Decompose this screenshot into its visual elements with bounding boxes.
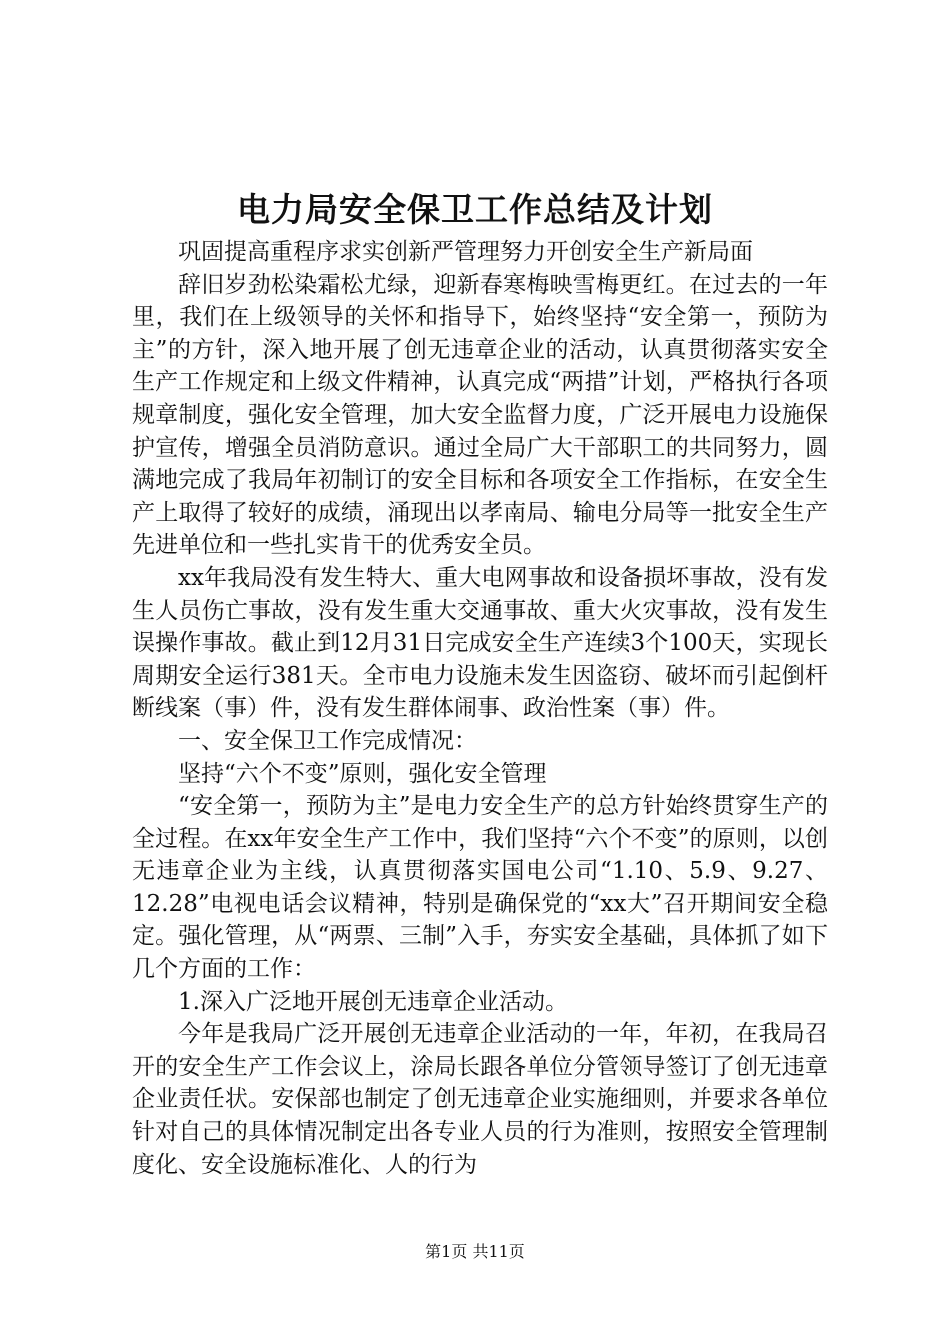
paragraph: 辞旧岁劲松染霜松尤绿，迎新春寒梅映雪梅更红。在过去的一年里，我们在上级领导的关怀和指导下，始终坚持“安全第一，预防为主”的方针，深入地开展了创无违章企业的活动，认真贯彻落实安全生产工作规定和上级文件精神，认真完成“两措”计划，严格执行各项规章制度，强化安全管理，加大安全监督力度，广泛开展电力设施保护宣传，增强全员消防意识。通过全局广大干部职工的共同努力，圆满地完成了我局年初制订的安全目标和各项安全工作指标，在安全生产上取得了较好的成绩，涌现出以孝南局、输电分局等一批安全生产先进单位和一些扎实肯干的优秀安全员。 xyxy=(132,271,828,559)
page-number-footer: 第1页 共11页 xyxy=(425,1242,525,1261)
document-title: 电力局安全保卫工作总结及计划 xyxy=(237,190,713,229)
document-body xyxy=(132,236,828,1181)
paragraph: 今年是我局广泛开展创无违章企业活动的一年，年初，在我局召开的安全生产工作会议上，涂局长跟各单位分管领导签订了创无违章企业责任状。安保部也制定了创无违章企业实施细则，并要求各单位针对自己的具体情况制定出各专业人员的行为准则，按照安全管理制度化、安全设施标准化、人的行为 xyxy=(132,1021,828,1178)
paragraph: xx年我局没有发生特大、重大电网事故和设备损坏事故，没有发生人员伤亡事故，没有发生重大交通事故、重大火灾事故，没有发生误操作事故。截止到12月31日完成安全生产连续3个100天，实现长周期安全运行381天。全市电力设施未发生因盗窃、破坏而引起倒杆断线案（事）件，没有发生群体闹事、政治性案（事）件。 xyxy=(132,564,828,722)
section-heading: 一、安全保卫工作完成情况： xyxy=(178,727,477,754)
paragraph: 巩固提高重程序求实创新严管理努力开创安全生产新局面 xyxy=(178,239,753,265)
paragraph: “安全第一，预防为主”是电力安全生产的总方针始终贯穿生产的全过程。在xx年安全生产工作中，我们坚持“六个不变”的原则，以创无违章企业为主线，认真贯彻落实国电公司“1.10、5.9、9.27、12.28”电视电话会议精神，特别是确保党的“xx大”召开期间安全稳定。强化管理，从“两票、三制”入手，夯实安全基础，具体抓了如下几个方面的工作： xyxy=(132,793,828,983)
list-item-heading: 1.深入广泛地开展创无违章企业活动。 xyxy=(178,988,568,1015)
subsection-heading: 坚持“六个不变”原则，强化安全管理 xyxy=(178,760,547,787)
